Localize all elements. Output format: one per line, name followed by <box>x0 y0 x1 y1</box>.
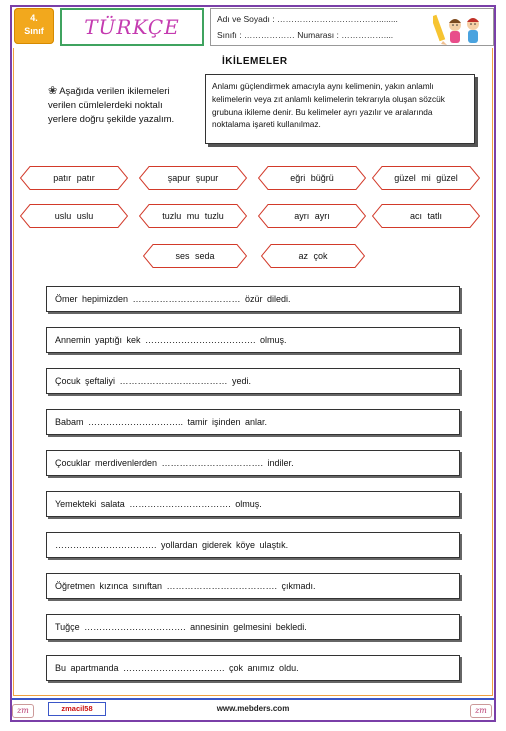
sentence-text: Çocuklar merdivenlerden ……………………………. indiler. <box>55 458 294 468</box>
sentence-row[interactable] <box>46 450 460 476</box>
sentence-text: Tuğçe ……………………………. annesinin gelmesini bekledi. <box>55 622 307 632</box>
grade-number: 4. <box>30 13 38 23</box>
word-tag <box>372 166 480 190</box>
word-tag <box>143 244 247 268</box>
sentence-text: Çocuk şeftaliyi ……………………………… yedi. <box>55 376 252 386</box>
grade-label: Sınıf <box>24 26 44 36</box>
word-tag-label: patır patır <box>53 173 95 183</box>
site-link[interactable]: www.mebders.com <box>216 704 290 713</box>
subject-title: TÜRKÇE <box>84 15 180 39</box>
word-tag <box>372 204 480 228</box>
sentence-text: Babam ………………………….. tamir işinden anlar. <box>55 417 268 427</box>
sentence-text: Yemekteki salata ……………………………. olmuş. <box>55 499 262 509</box>
word-tag-label: eğri büğrü <box>290 173 334 183</box>
sentence-row[interactable] <box>46 368 460 394</box>
flower-icon: ❀ <box>48 85 58 97</box>
word-tag-label: az çok <box>298 251 328 261</box>
children-with-pencil-icon <box>433 11 489 45</box>
instruction-text: Aşağıda verilen ikilemeleri verilen cümlelerdeki noktalı yerlere doğru şekilde yazalım. <box>48 86 175 125</box>
word-tag-label: ayrı ayrı <box>294 211 330 221</box>
word-tag-label: uslu uslu <box>54 211 94 221</box>
word-tag-label: tuzlu mu tuzlu <box>162 211 224 221</box>
sentence-row[interactable] <box>46 409 460 435</box>
sentence-text: Ömer hepimizden ……………………………… özür diledi. <box>55 294 291 304</box>
class-number-field[interactable]: Sınıfı : ……………… Numarası : …………….... <box>217 30 394 40</box>
word-tag <box>20 204 128 228</box>
instruction <box>48 84 193 127</box>
sentence-row[interactable] <box>46 532 460 558</box>
name-field[interactable]: Adı ve Soyadı : ………………………………........ <box>217 14 398 24</box>
word-tag-label: güzel mi güzel <box>394 173 458 183</box>
word-tag-label: acı tatlı <box>409 211 442 221</box>
word-tag-label: şapur şupur <box>167 173 219 183</box>
definition-note <box>205 74 475 144</box>
sentence-row[interactable] <box>46 327 460 353</box>
grade-badge <box>14 8 54 44</box>
word-tag <box>258 204 366 228</box>
sentence-row[interactable] <box>46 573 460 599</box>
word-tag <box>139 166 247 190</box>
sentence-text: Bu apartmanda ……………………………. çok anımız oldu. <box>55 663 299 673</box>
sentence-row[interactable] <box>46 491 460 517</box>
definition-text: Anlamı güçlendirmek amacıyla aynı kelimenin, yakın anlamlı kelimelerin veya zıt anlamlı kelimelerin tekrarıyla oluşan sözcük grubuna ikileme denir. Bu kelimeler ayrı yazılır ve aralarında noktalama işareti kullanılmaz. <box>212 81 445 130</box>
word-tag-label: ses seda <box>175 251 215 261</box>
footer-logo-right: zm <box>470 704 492 718</box>
sentence-row[interactable] <box>46 614 460 640</box>
word-tag <box>261 244 365 268</box>
document-code: zmacil58 <box>48 702 106 716</box>
section-title: İKİLEMELER <box>222 56 288 67</box>
subject-title-box <box>60 8 204 46</box>
word-tag <box>258 166 366 190</box>
word-tag <box>139 204 247 228</box>
footer-logo-left: zm <box>12 704 34 718</box>
sentence-text: ……………………………. yollardan giderek köye ulaştık. <box>55 540 289 550</box>
footer-divider <box>12 698 494 700</box>
sentence-text: Annemin yaptığı kek ………………………………. olmuş. <box>55 335 287 345</box>
sentence-row[interactable] <box>46 286 460 312</box>
student-info-box <box>210 8 494 46</box>
word-tag <box>20 166 128 190</box>
sentence-text: Öğretmen kızınca sınıftan ………………………………. çıkmadı. <box>55 581 316 591</box>
sentence-row[interactable] <box>46 655 460 681</box>
